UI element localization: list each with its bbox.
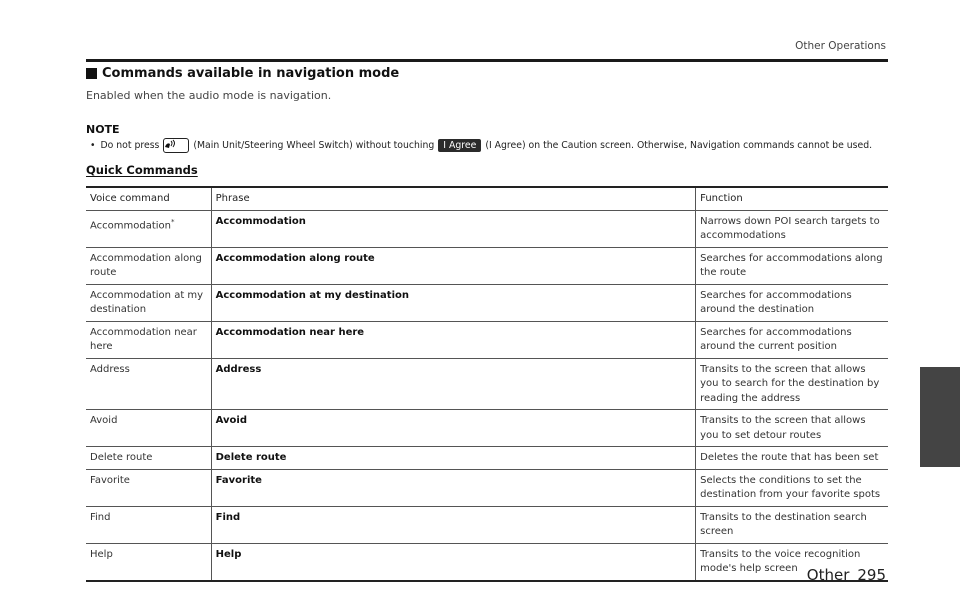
voice-command-cell xyxy=(86,543,211,581)
voice-command-cell xyxy=(86,284,211,321)
phrase-cell: Find xyxy=(211,506,696,543)
table-row xyxy=(86,410,888,447)
footer-chapter: Other xyxy=(806,566,850,584)
column-header-voice-command: Voice command xyxy=(86,187,211,210)
function-cell: Searches for accommodations along the route xyxy=(700,252,883,278)
table-row xyxy=(86,447,888,470)
running-header: Other Operations xyxy=(795,40,886,52)
table-row xyxy=(86,358,888,410)
table-row xyxy=(86,247,888,284)
phrase-cell: Accommodation xyxy=(211,210,696,247)
voice-command-text: Find xyxy=(90,511,111,523)
voice-switch-icon xyxy=(163,138,189,153)
intro-text: Enabled when the audio mode is navigation. xyxy=(86,89,332,102)
note-bullet: • xyxy=(90,140,96,151)
voice-command-text: Accommodation near here xyxy=(90,326,197,352)
table-header-row xyxy=(86,187,888,210)
i-agree-button: I Agree xyxy=(438,139,481,152)
phrase-cell: Accommodation along route xyxy=(211,247,696,284)
voice-command-text: Favorite xyxy=(90,474,130,486)
table-row xyxy=(86,469,888,506)
function-cell: Transits to the voice recognition mode's help screen xyxy=(700,548,861,574)
function-cell: Searches for accommodations around the current position xyxy=(700,326,852,352)
column-header-phrase: Phrase xyxy=(211,187,696,210)
voice-command-cell xyxy=(86,469,211,506)
function-cell: Deletes the route that has been set xyxy=(700,452,879,463)
note-text-before: Do not press xyxy=(100,140,160,151)
voice-command-text: Delete route xyxy=(90,452,153,463)
section-title-text: Commands available in navigation mode xyxy=(102,66,400,81)
voice-command-cell xyxy=(86,358,211,410)
voice-command-cell xyxy=(86,247,211,284)
function-cell: Searches for accommodations around the destination xyxy=(700,289,852,315)
voice-command-text: Avoid xyxy=(90,415,118,426)
footnote-mark: * xyxy=(171,217,175,226)
commands-table xyxy=(86,186,888,582)
page-number: 295 xyxy=(857,566,886,584)
phrase-cell: Address xyxy=(211,358,696,410)
phrase-cell: Accommodation near here xyxy=(211,321,696,358)
function-cell: Selects the conditions to set the destination from your favorite spots xyxy=(700,474,881,500)
voice-command-cell xyxy=(86,321,211,358)
voice-command-cell xyxy=(86,410,211,447)
quick-commands-title: Quick Commands xyxy=(86,163,198,177)
note-text xyxy=(90,138,900,153)
phrase-cell: Delete route xyxy=(211,447,696,470)
function-cell: Narrows down POI search targets to accommodations xyxy=(700,215,880,241)
section-title xyxy=(86,66,399,81)
note-text-after: (I Agree) on the Caution screen. Otherwise, Navigation commands cannot be used. xyxy=(485,140,873,151)
voice-command-text: Address xyxy=(90,363,130,375)
phrase-cell: Avoid xyxy=(211,410,696,447)
top-rule xyxy=(86,59,888,62)
note-label: NOTE xyxy=(86,123,120,136)
phrase-cell: Favorite xyxy=(211,469,696,506)
voice-command-text: Accommodation xyxy=(90,219,172,231)
voice-command-text: Help xyxy=(90,548,113,560)
voice-command-cell xyxy=(86,447,211,470)
table-row xyxy=(86,321,888,358)
page-footer xyxy=(807,566,886,584)
square-bullet-icon xyxy=(86,68,97,79)
phrase-cell: Accommodation at my destination xyxy=(211,284,696,321)
voice-command-cell xyxy=(86,210,211,247)
function-cell: Transits to the screen that allows you to set detour routes xyxy=(700,415,866,441)
function-cell: Transits to the destination search screen xyxy=(700,511,867,537)
column-header-function: Function xyxy=(700,193,743,204)
table-row xyxy=(86,284,888,321)
chapter-tab xyxy=(920,367,960,467)
table-row xyxy=(86,210,888,247)
phrase-cell: Help xyxy=(211,543,696,581)
table-row xyxy=(86,543,888,581)
note-text-middle: (Main Unit/Steering Wheel Switch) without touching xyxy=(193,140,435,151)
table-row xyxy=(86,506,888,543)
voice-command-text: Accommodation along route xyxy=(90,252,202,278)
function-cell: Transits to the screen that allows you to search for the destination by reading the address xyxy=(700,363,880,404)
voice-command-cell xyxy=(86,506,211,543)
voice-command-text: Accommodation at my destination xyxy=(90,289,204,315)
